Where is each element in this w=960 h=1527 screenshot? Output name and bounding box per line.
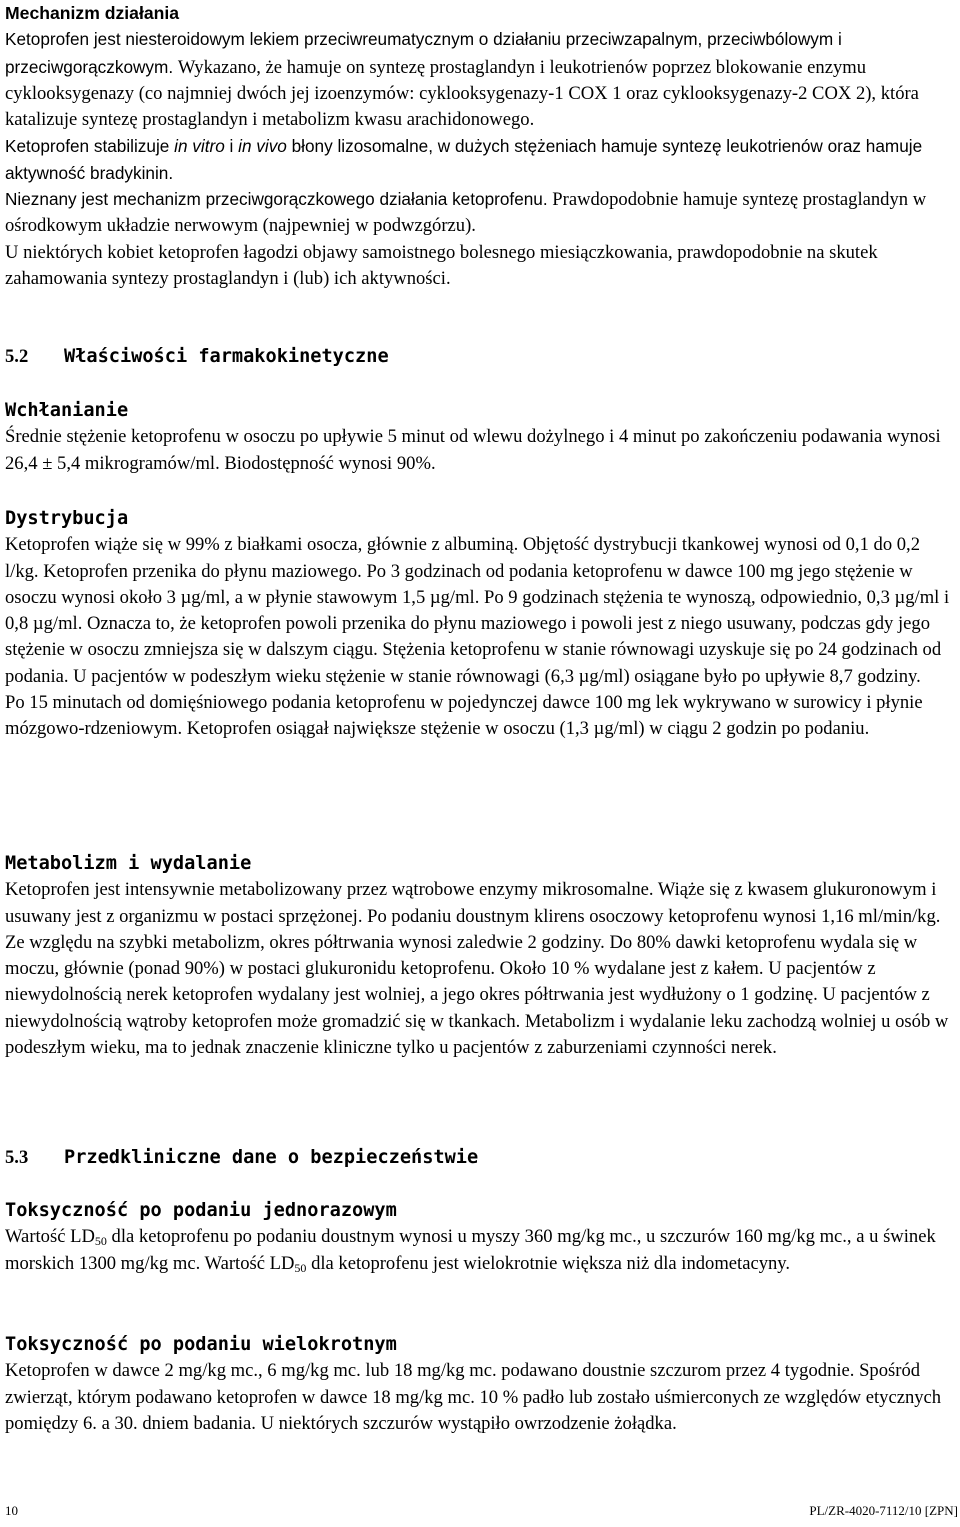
absorption-section: [5, 398, 958, 477]
mechanism-paragraph-1: Ketoprofen jest niesteroidowym lekiem przeciwreumatycznym o działaniu przeciwzapalnym, przeciwbólowym i przeciwgorączkowym. Wykazano, że hamuje on syntezę prostaglandyn i leukotrienów poprzez blokowanie enzymu cyklooksygenazy (co najmniej dwóch jej izoenzymów: cyklooksygenazy-1 COX 1 oraz cyklooksygenazy-2 COX 2), która katalizuje syntezę prostaglandyn i metabolizm kwasu arachidonowego.: [5, 29, 919, 131]
metabolism-section: [5, 851, 958, 1061]
absorption-heading: Wchłanianie: [5, 400, 129, 421]
repeat-dose-text: Ketoprofen w dawce 2 mg/kg mc., 6 mg/kg mc. lub 18 mg/kg mc. podawano doustnie szczurom przez 4 tygodnie. Spośród zwierząt, którym podawano ketoprofen w dawce 18 mg/kg mc. 10 % padło lub zostało uśmierconych ze względów etycznych pomiędzy 6. a 30. dniem badania. U niektórych szczurów wystąpiło owrzodzenie żołądka.: [5, 1360, 942, 1434]
single-dose-heading: Toksyczność po podaniu jednorazowym: [5, 1200, 397, 1221]
absorption-text: Średnie stężenie ketoprofenu w osoczu po upływie 5 minut od wlewu dożylnego i 4 minut po zakończeniu podawania wynosi 26,4 ± 5,4 mikrogramów/ml. Biodostępność wynosi 90%.: [5, 426, 941, 474]
single-dose-text: Wartość $LD_{50}$ dla ketoprofenu po podaniu doustnym wynosi u myszy 360 mg/kg mc., u szczurów 160 mg/kg mc., a u świnek morskich 1300 mg/kg mc. Wartość $LD_{50}$ dla ketoprofenu jest wielokrotnie większa niż dla indometacyny.: [5, 1226, 936, 1275]
distribution-heading: Dystrybucja: [5, 508, 129, 529]
distribution-paragraph-2: Po 15 minutach od domięśniowego podania ketoprofenu w pojedynczej dawce 100 mg lek wykrywano w surowicy i płynie mózgowo-rdzeniowym. Ketoprofen osiągał największe stężenie w osoczu (1,3 µg/ml) w ciągu 2 godzin po podaniu.: [5, 692, 923, 740]
metabolism-heading: Metabolizm i wydalanie: [5, 853, 252, 874]
single-dose-section: [5, 1198, 958, 1277]
section-5-2-heading: 5.2 Właściwości farmakokinetyczne: [5, 346, 389, 367]
distribution-section: [5, 506, 958, 743]
page-number: 10: [5, 1503, 18, 1518]
repeat-dose-heading: Toksyczność po podaniu wielokrotnym: [5, 1334, 397, 1355]
document-reference: PL/ZR-4020-7112/10 [ZPN]: [809, 1503, 958, 1518]
mechanism-paragraph-4: U niektórych kobiet ketoprofen łagodzi objawy samoistnego bolesnego miesiączkowania, prawdopodobnie na skutek zahamowania syntezy prostaglandyn i (lub) ich aktywności.: [5, 241, 878, 289]
mechanism-heading: Mechanizm działania: [5, 3, 180, 23]
metabolism-text: Ketoprofen jest intensywnie metabolizowany przez wątrobowe enzymy mikrosomalne. Wiąże się z kwasem glukuronowym i usuwany jest z organizmu w postaci sprzężonej. Po podaniu doustnym klirens osoczowy ketoprofenu wynosi 1,16 ml/min/kg. Ze względu na szybki metabolizm, okres półtrwania wynosi zaledwie 2 godziny. Do 80% dawki ketoprofenu wydala się w moczu, głównie (ponad 90%) w postaci glukuronidu ketoprofenu. Około 10 % wydalane jest z kałem. U pacjentów z niewydolnością nerek ketoprofen wydalany jest wolniej, a jego okres półtrwania jest wydłużony o 1 godzinę. U pacjentów z niewydolnością wątroby ketoprofen może gromadzić się w tkankach. Metabolizm i wydalanie leku zachodzą wolniej u osób w podeszłym wieku, ma to jednak znaczenie kliniczne tylko u pacjentów z zaburzeniami czynności nerek.: [5, 879, 949, 1059]
repeat-dose-section: [5, 1332, 958, 1437]
section-5-3-heading: 5.3 Przedkliniczne dane o bezpieczeństwie: [5, 1147, 479, 1168]
mechanism-paragraph-2: Ketoprofen stabilizuje in vitro i in vivo błony lizosomalne, w dużych stężeniach hamuje syntezę leukotrienów oraz hamuje aktywność bradykinin.: [5, 136, 923, 183]
mechanism-section: [5, 0, 958, 292]
distribution-paragraph-1: Ketoprofen wiąże się w 99% z białkami osocza, głównie z albuminą. Objętość dystrybucji tkankowej wynosi od 0,1 do 0,2 l/kg. Ketoprofen przenika do płynu maziowego. Po 3 godzinach od podania ketoprofenu w dawce 100 mg jego stężenie w osoczu wynosi około 3 µg/ml, a w płynie stawowym 1,5 µg/ml. Po 9 godzinach stężenia te wynoszą, odpowiednio, 0,3 µg/ml i 0,8 µg/ml. Oznacza to, że ketoprofen powoli przenika do płynu maziowego i powoli jest z niego usuwany, podczas gdy jego stężenie w osoczu zmniejsza się w dalszym ciągu. Stężenia ketoprofenu w stanie równowagi uzyskuje się po 24 godzinach od podania. U pacjentów w podeszłym wieku stężenie w stanie równowagi (6,3 µg/ml) osiągane było po upływie 8,7 godziny.: [5, 534, 950, 687]
mechanism-paragraph-3: Nieznany jest mechanizm przeciwgorączkowego działania ketoprofenu. Prawdopodobnie hamuje syntezę prostaglandyn w ośrodkowym układzie nerwowym (najpewniej w podwzgórzu).: [5, 189, 927, 237]
page-footer: [5, 1503, 958, 1519]
